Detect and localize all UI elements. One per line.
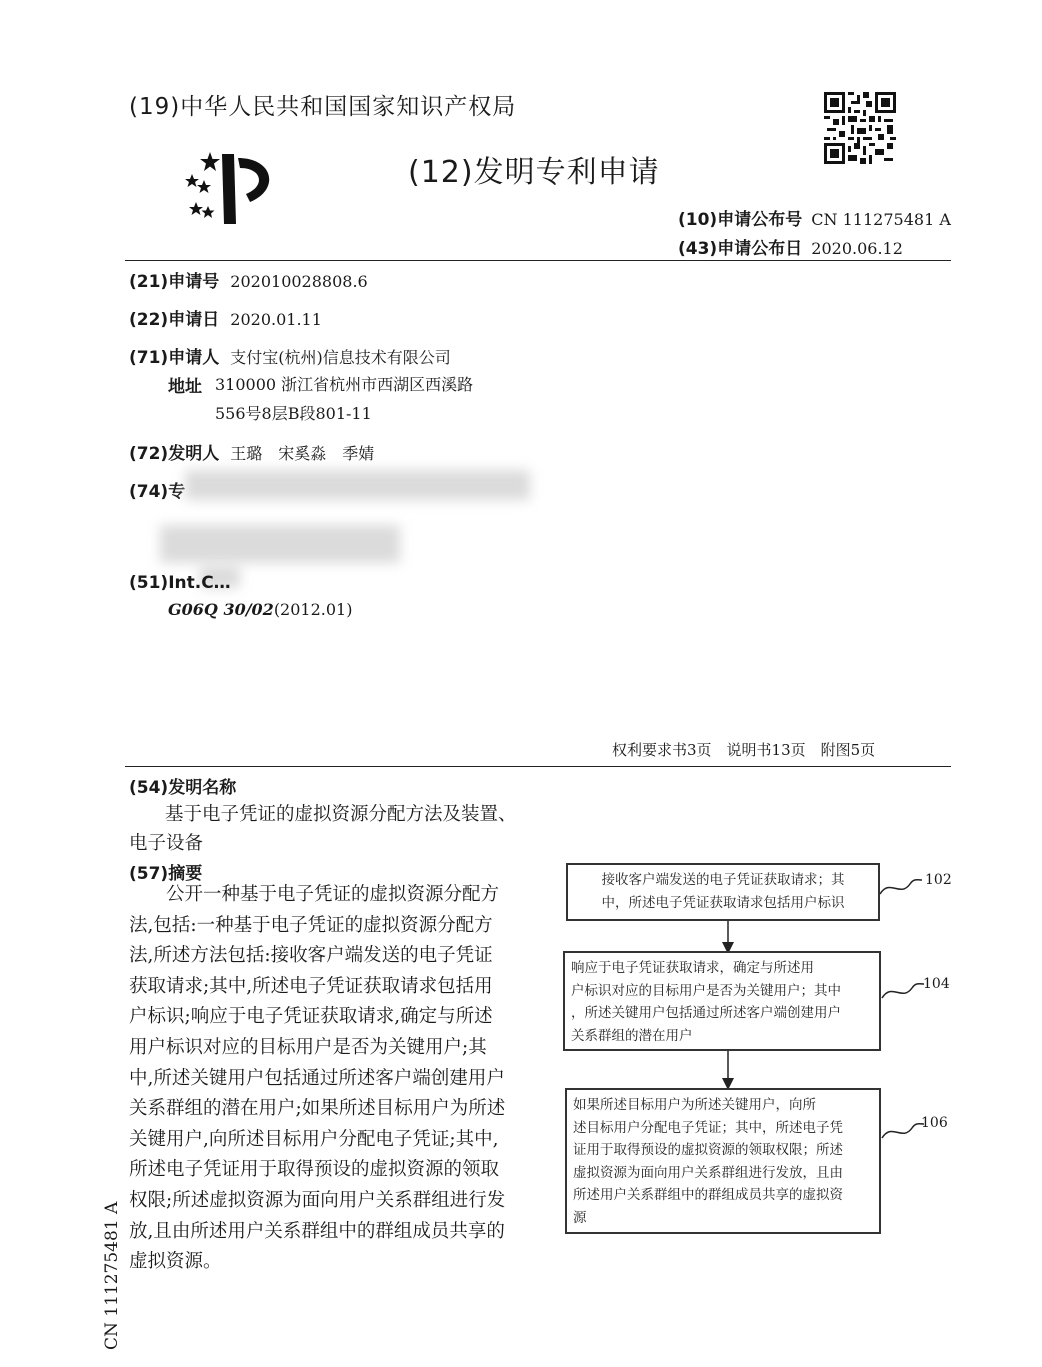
ref-leader-102 xyxy=(880,880,922,894)
inventor-label: (72)发明人 xyxy=(129,444,220,464)
address-line-2: 556号8层B段801-11 xyxy=(215,404,372,423)
abstract-line: 所述电子凭证用于取得预设的虚拟资源的领取 xyxy=(129,1159,500,1181)
intcl-label: (51)Int.C… xyxy=(129,573,231,593)
flow-step-text: 户标识对应的目标用户是否为关键用户；其中 xyxy=(571,982,841,999)
publication-date-row xyxy=(678,234,903,259)
abstract-line: 关系群组的潜在用户;如果所述目标用户为所述 xyxy=(129,1098,506,1120)
abstract-line: 获取请求;其中,所述电子凭证获取请求包括用 xyxy=(129,975,493,997)
star-icon xyxy=(197,180,211,193)
flow-step-ref: 104 xyxy=(923,976,950,992)
flow-step-text: ，所述关键用户包括通过所述客户端创建用户 xyxy=(571,1005,841,1021)
flow-step-102 xyxy=(566,863,880,921)
side-publication-number: CN 111275481 A xyxy=(102,1201,122,1350)
star-icon xyxy=(185,174,199,187)
intcl-code: G06Q 30/02 xyxy=(168,600,274,619)
flow-step-text: 关系群组的潜在用户 xyxy=(571,1027,693,1044)
abstract-line: 法,所述方法包括:接收客户端发送的电子凭证 xyxy=(129,945,493,967)
abstract-line: 户标识;响应于电子凭证获取请求,确定与所述 xyxy=(129,1006,493,1028)
application-date: 2020.01.11 xyxy=(230,310,322,329)
office-name: (19)中华人民共和国国家知识产权局 xyxy=(129,94,517,120)
publication-date-label: (43)申请公布日 xyxy=(678,239,803,259)
invention-title-line-1: 基于电子凭证的虚拟资源分配方法及装置、 xyxy=(165,804,517,825)
abstract-text xyxy=(129,880,524,1278)
inventor-row xyxy=(129,439,374,464)
applicant-row xyxy=(129,343,451,368)
abstract-line: 放,且由所述用户关系群组中的群组成员共享的 xyxy=(129,1220,505,1242)
qr-code-icon xyxy=(824,92,896,164)
flow-step-text: 响应于电子凭证获取请求，确定与所述用 xyxy=(571,960,814,976)
applicant-label: (71)申请人 xyxy=(129,348,220,368)
flow-step-text: 述目标用户分配电子凭证；其中，所述电子凭 xyxy=(573,1119,843,1136)
address-line-1: 310000 浙江省杭州市西湖区西溪路 xyxy=(215,375,474,394)
flow-step-text: 所述用户关系群组中的群组成员共享的虚拟资 xyxy=(573,1187,843,1203)
flow-step-106 xyxy=(565,1088,881,1234)
abstract-line: 公开一种基于电子凭证的虚拟资源分配方 xyxy=(129,884,500,905)
intcl-row xyxy=(168,600,352,619)
applicant-name: 支付宝(杭州)信息技术有限公司 xyxy=(230,348,451,367)
flow-step-text: 接收客户端发送的电子凭证获取请求；其 xyxy=(601,872,845,888)
application-number-row xyxy=(129,267,368,292)
application-date-label: (22)申请日 xyxy=(129,310,220,330)
flow-step-text: 如果所述目标用户为所述关键用户，向所 xyxy=(573,1097,816,1113)
address-label: 地址 xyxy=(168,377,202,397)
flow-step-104 xyxy=(563,951,881,1051)
publication-number-row xyxy=(678,205,951,230)
redacted-area xyxy=(185,470,530,500)
abstract-line: 关键用户,向所述目标用户分配电子凭证;其中, xyxy=(129,1128,499,1150)
application-number-label: (21)申请号 xyxy=(129,272,220,292)
abstract-line: 法,包括:一种基于电子凭证的虚拟资源分配方 xyxy=(129,914,493,936)
star-icon xyxy=(189,202,203,215)
flow-step-text: 源 xyxy=(573,1209,587,1226)
abstract-line: 中,所述关键用户包括通过所述客户端创建用户 xyxy=(129,1067,505,1089)
section-divider xyxy=(125,766,951,767)
inventor-names: 王璐 宋奚淼 季婧 xyxy=(230,444,375,463)
publication-number: CN 111275481 A xyxy=(811,210,951,229)
publication-number-label: (10)申请公布号 xyxy=(678,210,803,230)
agency-label: (74)专 xyxy=(129,482,186,502)
redacted-area xyxy=(160,525,400,563)
application-number: 202010028808.6 xyxy=(230,272,368,291)
flow-step-text: 证用于取得预设的虚拟资源的领取权限；所述 xyxy=(573,1142,843,1158)
ref-leader-104 xyxy=(882,984,924,998)
flow-step-ref: 106 xyxy=(921,1115,948,1131)
invention-title-line-2: 电子设备 xyxy=(129,833,204,854)
abstract-line: 用户标识对应的目标用户是否为关键用户;其 xyxy=(129,1036,487,1058)
cnipa-emblem-icon xyxy=(178,148,280,228)
flow-step-ref: 102 xyxy=(925,872,952,888)
application-date-row xyxy=(129,305,322,330)
abstract-line: 权限;所述虚拟资源为面向用户关系群组进行发 xyxy=(129,1189,506,1211)
document-type-title: (12)发明专利申请 xyxy=(408,155,660,190)
abstract-label: (57)摘要 xyxy=(129,864,203,884)
flow-step-text: 虚拟资源为面向用户关系群组进行发放，且由 xyxy=(573,1164,843,1181)
star-icon xyxy=(200,152,220,171)
invention-title-label: (54)发明名称 xyxy=(129,778,237,798)
page-counts: 权利要求书3页 说明书13页 附图5页 xyxy=(612,741,876,759)
header-divider xyxy=(125,260,951,261)
star-icon xyxy=(202,206,215,218)
abstract-line: 虚拟资源。 xyxy=(129,1251,222,1273)
flow-step-text: 中，所述电子凭证获取请求包括用户标识 xyxy=(601,894,845,911)
ref-leader-106 xyxy=(882,1124,924,1138)
publication-date: 2020.06.12 xyxy=(811,239,903,258)
intcl-year: (2012.01) xyxy=(273,600,353,619)
